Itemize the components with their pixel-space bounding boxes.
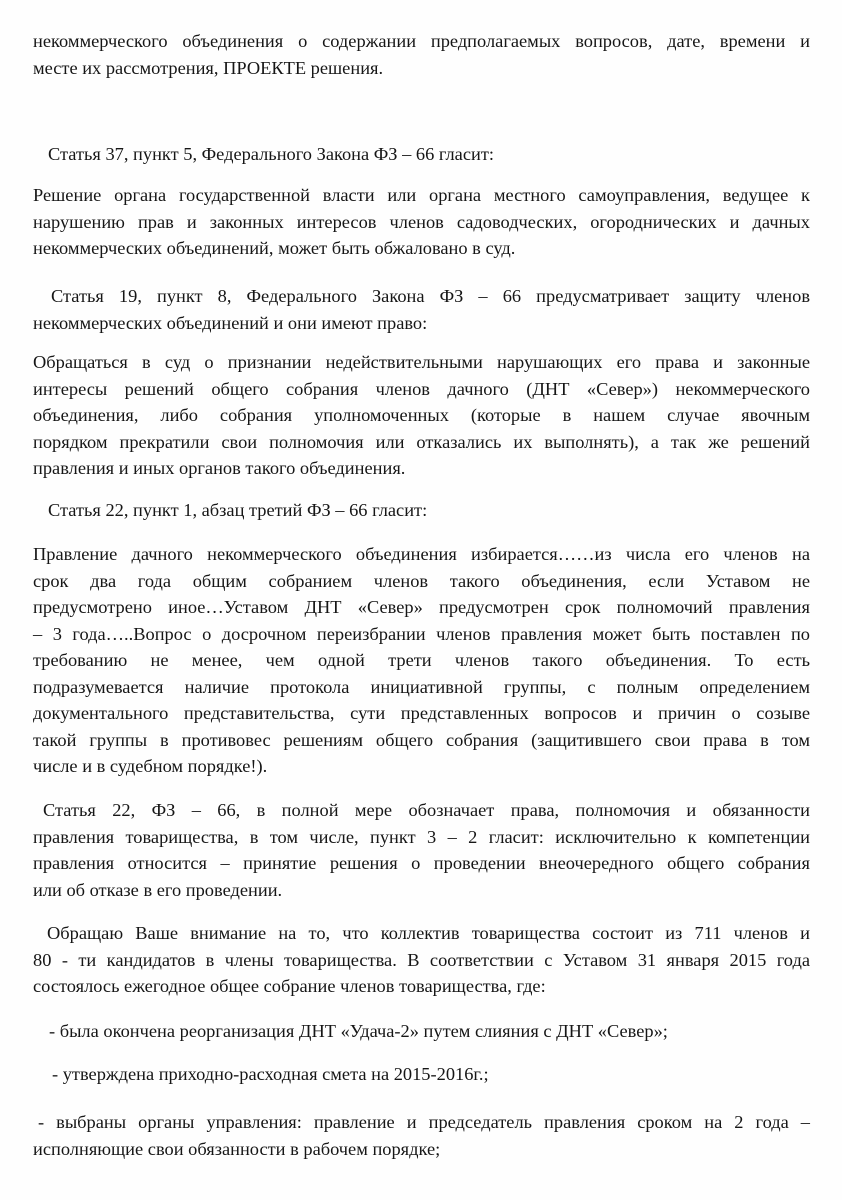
heading-article-22-p1 [48,497,748,524]
text-line: Статья 22, пункт 1, абзац третий ФЗ – 66 гласит: [48,500,428,520]
text-line: Решение органа государственной власти или органа местного самоуправления, ведущее к [33,185,810,205]
text-line: месте их рассмотрения, ПРОЕКТЕ решения. [33,57,384,78]
text-line: нарушению прав и законных интересов членов садоводческих, огороднических и дачных [33,211,810,232]
paragraph-article-22-board [33,797,810,903]
text-line: некоммерческого объединения о содержании предполагаемых вопросов, дате, времени и [33,31,810,51]
list-item-budget [52,1061,792,1088]
text-line: требованию не менее, чем одной трети членов такого объединения. То есть [33,650,810,670]
text-line: предусмотрено иное…Уставом ДНТ «Север» предусмотрен срок полномочий правления [33,597,810,617]
text-line: объединения, либо собрания уполномоченных (которые в нашем случае явочным [33,405,810,425]
paragraph-article-19-right [33,349,810,482]
paragraph-article-19 [33,283,810,336]
text-line: некоммерческих объединений, может быть обжаловано в суд. [33,238,516,258]
text-line: - выбраны органы управления: правление и председатель правления сроком на 2 года – [38,1112,810,1132]
text-line: – 3 года…..Вопрос о досрочном переизбрании членов правления может быть поставлен по [33,623,810,644]
heading-article-37 [48,141,748,168]
text-line: порядком прекратили свои полномочия или отказались их выполнять), а так же решений [33,431,810,452]
text-line: числе и в судебном порядке!). [33,756,268,776]
text-line: Статья 19, пункт 8, Федерального Закона ФЗ – 66 предусматривает защиту членов [51,286,810,306]
paragraph-intro-continuation [33,28,810,81]
list-item-management [33,1109,810,1162]
text-line: - утверждена приходно-расходная смета на 2015-2016г.; [52,1064,489,1084]
paragraph-attention [33,920,810,1000]
text-line: некоммерческих объединений и они имеют право: [33,312,428,333]
text-line: интересы решений общего собрания членов дачного (ДНТ «Север») некоммерческого [33,378,810,399]
list-item-reorganization [49,1018,809,1045]
text-line: Правление дачного некоммерческого объединения избирается……из числа его членов на [33,544,810,564]
text-line: такой группы в противовес решениям общего собрания (защитившего свои права в том [33,729,810,750]
text-line: Обращаться в суд о признании недействительными нарушающих его права и законные [33,352,810,372]
text-line: правления относится – принятие решения о проведении внеочередного общего собрания [33,853,810,873]
text-line: документального представительства, сути представленных вопросов и причин о созыве [33,703,810,723]
text-line: состоялось ежегодное общее собрание членов товарищества, где: [33,976,546,996]
paragraph-article-37-text [33,182,810,262]
text-line: срок два года общим собранием членов такого объединения, если Уставом не [33,570,810,591]
text-line: Обращаю Ваше внимание на то, что коллектив товарищества состоит из 711 членов и [47,923,810,943]
text-line: правления товарищества, в том числе, пункт 3 – 2 гласит: исключительно к компетенции [33,826,810,847]
text-line: или об отказе в его проведении. [33,879,283,900]
text-line: - была окончена реорганизация ДНТ «Удача-2» путем слияния с ДНТ «Север»; [49,1021,668,1041]
paragraph-article-22-p1-text [33,541,810,780]
text-line: исполняющие свои обязанности в рабочем порядке; [33,1138,441,1159]
text-line: подразумевается наличие протокола инициативной группы, с полным определением [33,676,810,697]
text-line: 80 - ти кандидатов в члены товарищества. В соответствии с Уставом 31 января 2015 года [33,949,810,970]
text-line: Статья 22, ФЗ – 66, в полной мере обозначает права, полномочия и обязанности [43,800,810,820]
text-line: Статья 37, пункт 5, Федерального Закона ФЗ – 66 гласит: [48,144,494,164]
text-line: правления и иных органов такого объединения. [33,458,406,478]
